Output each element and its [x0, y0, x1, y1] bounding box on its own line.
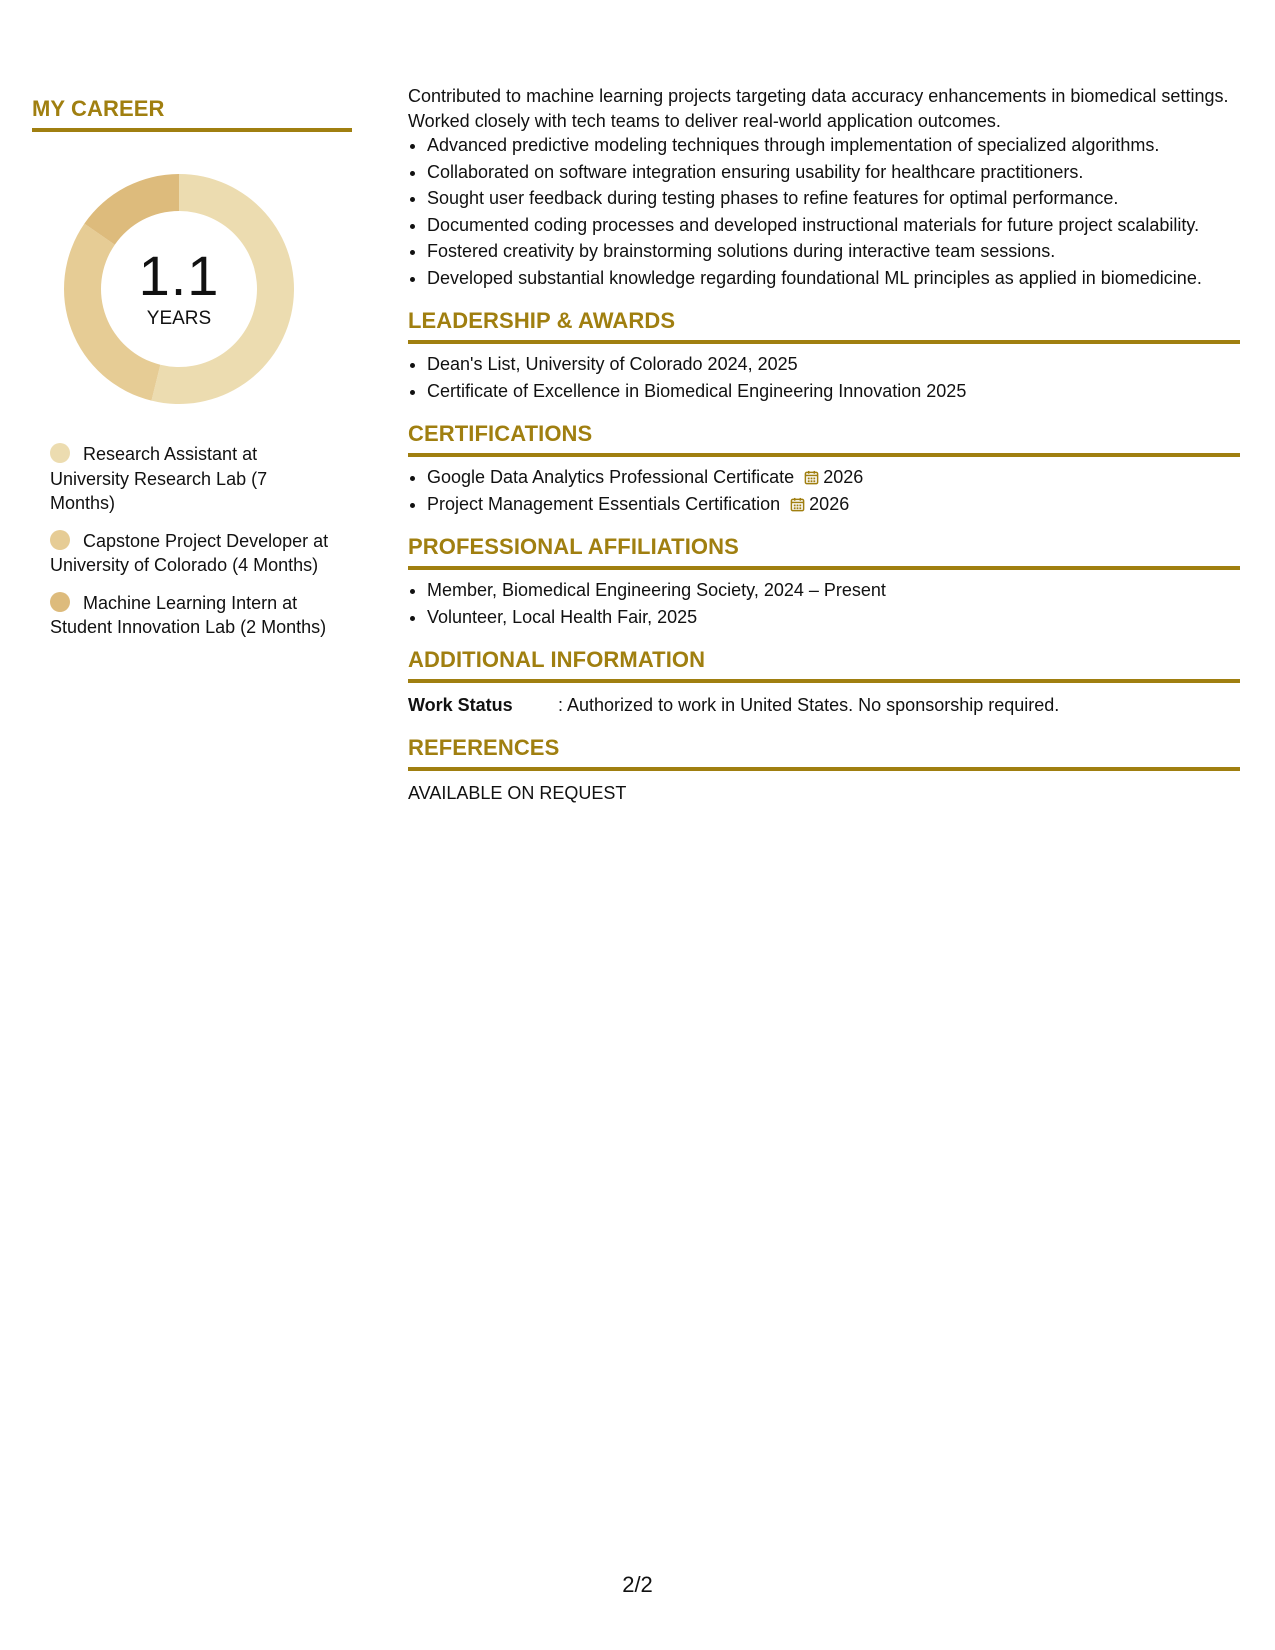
certifications-list [408, 465, 1240, 516]
total-years-value: 1.1 [138, 244, 220, 307]
experience-bullet: • Developed substantial knowledge regarding foundational ML principles as applied in biomedicine. [427, 266, 1240, 291]
affiliation-item: • Member, Biomedical Engineering Society, 2024 – Present [427, 578, 1240, 603]
award-item: • Dean's List, University of Colorado 2024, 2025 [427, 352, 1240, 377]
experience-bullet: • Advanced predictive modeling techniques through implementation of specialized algorithms. [427, 133, 1240, 158]
legend-label: Machine Learning Intern at Student Innovation Lab (2 Months) [50, 592, 327, 637]
experience-bullets [408, 133, 1240, 290]
additional-info-section [408, 647, 1240, 717]
certification-year: 2026 [809, 493, 850, 514]
experience-summary: Contributed to machine learning projects targeting data accuracy enhancements in biomedical settings. Worked closely with tech teams to deliver real-world application outcomes. [408, 86, 1229, 131]
legend-item [50, 442, 330, 516]
calendar-icon [790, 497, 805, 512]
certification-item [427, 492, 1240, 517]
certifications-section [408, 421, 1240, 516]
certifications-heading: CERTIFICATIONS [408, 421, 1240, 457]
career-heading: MY CAREER [32, 96, 352, 132]
career-sidebar [32, 96, 352, 653]
work-status-row [408, 693, 1240, 717]
affiliations-section [408, 534, 1240, 629]
references-heading: REFERENCES [408, 735, 1240, 771]
calendar-icon [804, 470, 819, 485]
career-legend [50, 442, 330, 640]
additional-info-heading: ADDITIONAL INFORMATION [408, 647, 1240, 683]
awards-list [408, 352, 1240, 403]
legend-item [50, 529, 330, 578]
experience-bullet: • Fostered creativity by brainstorming solutions during interactive team sessions. [427, 239, 1240, 264]
references-section [408, 735, 1240, 804]
affiliations-heading: PROFESSIONAL AFFILIATIONS [408, 534, 1240, 570]
awards-heading: LEADERSHIP & AWARDS [408, 308, 1240, 344]
certification-name: Project Management Essentials Certification [427, 493, 781, 514]
career-donut-chart [64, 174, 294, 404]
certification-item [427, 465, 1240, 490]
awards-section [408, 308, 1240, 403]
work-status-value: : Authorized to work in United States. No sponsorship required. [558, 695, 1060, 715]
legend-label: Capstone Project Developer at University of Colorado (4 Months) [50, 530, 329, 575]
affiliations-list [408, 578, 1240, 629]
experience-bullet: • Collaborated on software integration ensuring usability for healthcare practitioners. [427, 160, 1240, 185]
legend-item [50, 591, 330, 640]
work-status-label: Work Status [408, 695, 513, 715]
affiliation-item: • Volunteer, Local Health Fair, 2025 [427, 605, 1240, 630]
main-content [408, 84, 1240, 804]
experience-bullet: • Sought user feedback during testing phases to refine features for optimal performance. [427, 186, 1240, 211]
legend-label: Research Assistant at University Research Lab (7 Months) [50, 444, 268, 513]
award-item: • Certificate of Excellence in Biomedical Engineering Innovation 2025 [427, 379, 1240, 404]
experience-bullet: • Documented coding processes and developed instructional materials for future project scalability. [427, 213, 1240, 238]
references-text: AVAILABLE ON REQUEST [408, 783, 627, 803]
legend-dot [50, 443, 70, 463]
total-years-unit: YEARS [146, 308, 212, 329]
legend-dot [50, 530, 70, 550]
legend-dot [50, 592, 70, 612]
donut-center [64, 174, 294, 404]
certification-year: 2026 [823, 467, 864, 487]
page-number: 2/2 [622, 1572, 653, 1597]
certification-name: Google Data Analytics Professional Certificate [427, 467, 795, 487]
